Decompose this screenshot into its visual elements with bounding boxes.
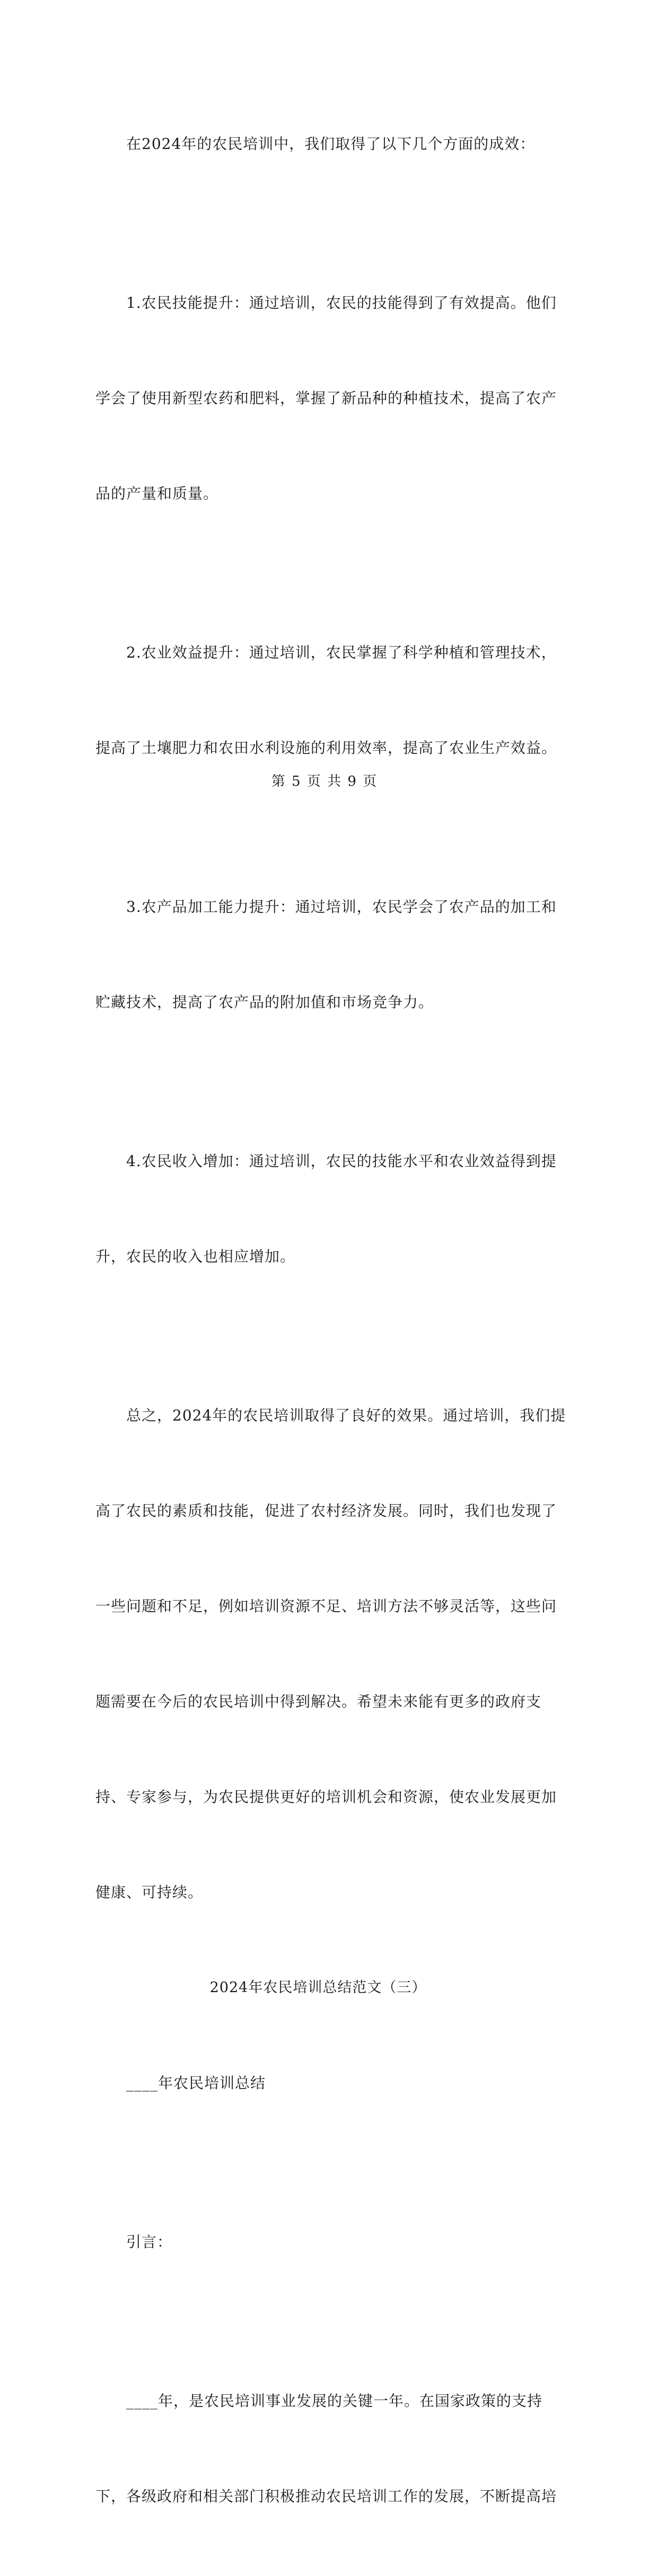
text-line: 题需要在今后的农民培训中得到解决。希望未来能有更多的政府支	[95, 1693, 542, 1710]
text-line: 提高了土壤肥力和农田水利设施的利用效率，提高了农业生产效益。	[95, 739, 557, 757]
document-body	[95, 65, 566, 2576]
text-line: 1.农民技能提升：通过培训，农民的技能得到了有效提高。他们	[126, 294, 557, 312]
paragraph-intro	[95, 65, 541, 224]
text-line: 一些问题和不足，例如培训资源不足、培训方法不够灵活等，这些问	[95, 1597, 557, 1615]
paragraph-item-4	[95, 1082, 557, 1336]
text-line: 2.农业效益提升：通过培训，农民掌握了科学种植和管理技术，	[126, 644, 557, 661]
text-line: 下，各级政府和相关部门积极推动农民培训工作的发展，不断提高培	[95, 2488, 557, 2505]
text-line: 在2024年的农民培训中，我们取得了以下几个方面的成效：	[126, 135, 536, 153]
text-line: ____年农民培训总结	[126, 2074, 266, 2092]
text-line: 持、专家参与，为农民提供更好的培训机会和资源，使农业发展更加	[95, 1788, 557, 1806]
text-line: 4.农民收入增加：通过培训，农民的技能水平和农业效益得到提	[126, 1152, 557, 1170]
text-line: 品的产量和质量。	[95, 485, 219, 502]
paragraph-preface	[95, 2322, 557, 2576]
text-line: 学会了使用新型农药和肥料，掌握了新品种的种植技术，提高了农产	[95, 389, 557, 407]
text-line: 引言：	[126, 2233, 173, 2251]
paragraph-conclusion	[95, 1336, 566, 1972]
paragraph-item-3	[95, 828, 557, 1082]
text-line: ____年，是农民培训事业发展的关键一年。在国家政策的支持	[126, 2392, 543, 2410]
paragraph-subtitle	[95, 2004, 541, 2163]
section-heading: 2024年农民培训总结范文（三）	[209, 1979, 427, 1996]
paragraph-item-1	[95, 224, 557, 573]
page-number-footer: 第 5 页 共 9 页	[271, 774, 378, 789]
text-line: 贮藏技术，提高了农产品的附加值和市场竞争力。	[95, 993, 434, 1011]
text-line: 升，农民的收入也相应增加。	[95, 1248, 296, 1265]
text-line: 3.农产品加工能力提升：通过培训，农民学会了农产品的加工和	[126, 898, 557, 916]
text-line: 总之，2024年的农民培训取得了良好的效果。通过培训，我们提	[126, 1407, 566, 1424]
paragraph-preface-label	[95, 2163, 541, 2322]
text-line: 健康、可持续。	[95, 1884, 204, 1901]
text-line: 高了农民的素质和技能，促进了农村经济发展。同时，我们也发现了	[95, 1502, 557, 1520]
